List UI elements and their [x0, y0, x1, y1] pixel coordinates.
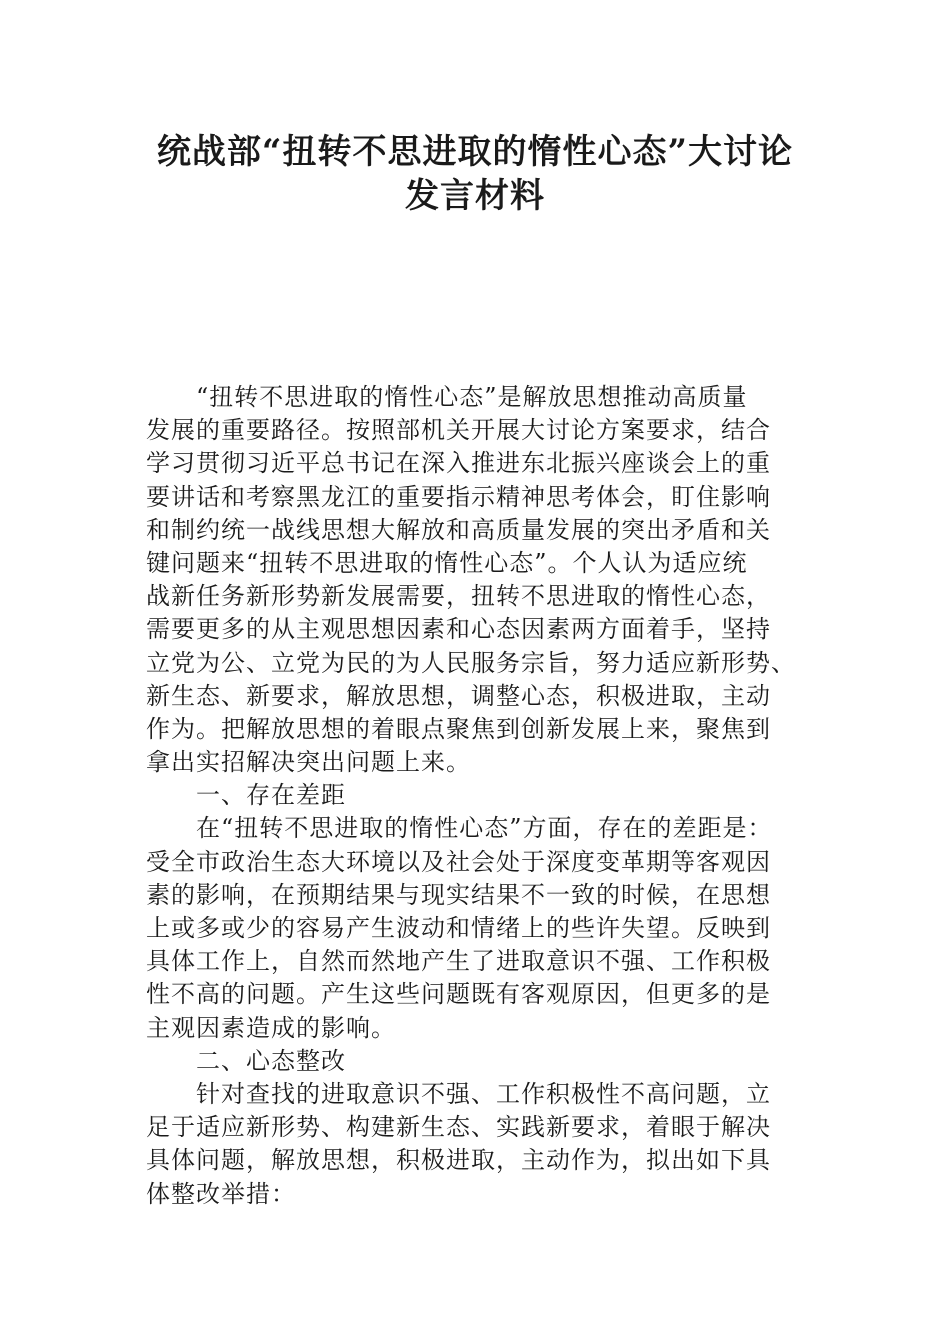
- document-body: [146, 381, 796, 1211]
- section-heading-2: 二、心态整改: [196, 1046, 346, 1075]
- paragraph-line: 发展的重要路径。按照部机关开展大讨论方案要求，结合: [146, 416, 771, 445]
- paragraph-line: 要讲话和考察黑龙江的重要指示精神思考体会，盯住影响: [146, 482, 771, 511]
- paragraph-line: 键问题来“扭转不思进取的惰性心态”。个人认为适应统: [146, 548, 748, 577]
- paragraph-line: 性不高的问题。产生这些问题既有客观原因，但更多的是: [146, 980, 771, 1009]
- paragraph-line: 需要更多的从主观思想因素和心态因素两方面着手，坚持: [146, 615, 771, 644]
- paragraph-line: 拿出实招解决突出问题上来。: [146, 748, 471, 777]
- document-title: [120, 130, 830, 218]
- section-heading-1: 一、存在差距: [196, 781, 346, 810]
- paragraph-line: 作为。把解放思想的着眼点聚焦到创新发展上来，聚焦到: [146, 714, 771, 743]
- paragraph-line: 主观因素造成的影响。: [146, 1013, 396, 1042]
- title-line-2: 发言材料: [405, 176, 545, 216]
- paragraph-line: 受全市政治生态大环境以及社会处于深度变革期等客观因: [146, 847, 771, 876]
- paragraph-line: 素的影响，在预期结果与现实结果不一致的时候，在思想: [146, 880, 771, 909]
- paragraph-line: 和制约统一战线思想大解放和高质量发展的突出矛盾和关: [146, 515, 771, 544]
- paragraph-line: 体整改举措：: [146, 1179, 296, 1208]
- paragraph-line: 学习贯彻习近平总书记在深入推进东北振兴座谈会上的重: [146, 449, 771, 478]
- paragraph-line: “扭转不思进取的惰性心态”是解放思想推动高质量: [196, 383, 748, 411]
- paragraph-line: 针对查找的进取意识不强、工作积极性不高问题，立: [196, 1079, 771, 1108]
- paragraph-line: 足于适应新形势、构建新生态、实践新要求，着眼于解决: [146, 1113, 771, 1142]
- title-line-1: 统战部“扭转不思进取的惰性心态”大讨论: [156, 132, 794, 172]
- paragraph-line: 具体问题，解放思想，积极进取，主动作为，拟出如下具: [146, 1146, 771, 1175]
- paragraph-line: 立党为公、立党为民的为人民服务宗旨，努力适应新形势、: [146, 648, 796, 677]
- paragraph-line: 在“扭转不思进取的惰性心态”方面，存在的差距是：: [196, 814, 773, 843]
- paragraph-line: 上或多或少的容易产生波动和情绪上的些许失望。反映到: [146, 914, 771, 942]
- paragraph-line: 具体工作上，自然而然地产生了进取意识不强、工作积极: [146, 947, 771, 976]
- paragraph-line: 战新任务新形势新发展需要，扭转不思进取的惰性心态，: [146, 582, 771, 611]
- paragraph-line: 新生态、新要求，解放思想，调整心态，积极进取，主动: [146, 681, 771, 710]
